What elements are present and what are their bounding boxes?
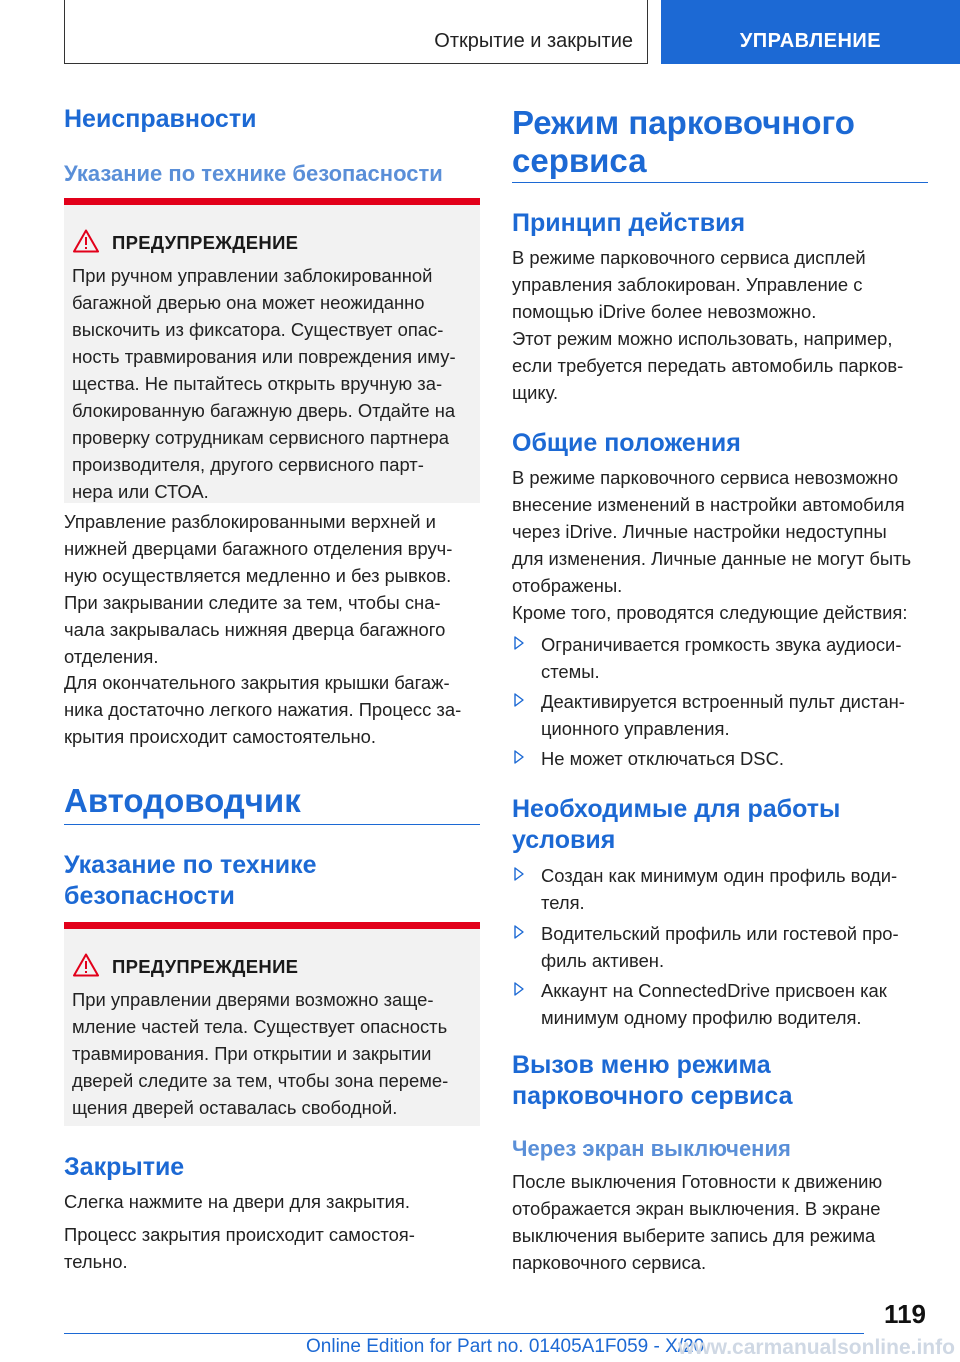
watermark: www.carmanualsonline.info xyxy=(678,1336,955,1359)
paragraph-final-closing: Для окончательного закрытия крышки багаж- ника достаточно легкого нажатия. Процесс за- крытия происходит самостоятельно. xyxy=(64,672,462,747)
heading-via-off-screen: Через экран выключения xyxy=(512,1136,791,1161)
bullet-triangle-icon xyxy=(514,867,524,881)
paragraph-closing-auto: Процесс закрытия происходит самостоя- тельно. xyxy=(64,1224,415,1272)
heading-principle: Принцип действия xyxy=(512,209,746,237)
heading-rule xyxy=(64,824,480,825)
paragraph-display-locked: В режиме парковочного сервиса дисплей управления заблокирован. Управление с помощью iDrive более невозможно. xyxy=(512,247,866,322)
warning-box-doors xyxy=(64,922,480,1126)
warning-title: ПРЕДУПРЕЖДЕНИЕ xyxy=(112,956,299,977)
footer-rule xyxy=(64,1333,864,1334)
warning-box-tailgate xyxy=(64,198,480,503)
header-chapter-tab xyxy=(661,0,960,64)
heading-closing: Закрытие xyxy=(64,1153,185,1181)
heading-safety-note: Указание по технике безопасности xyxy=(64,161,443,186)
bullet-triangle-icon xyxy=(514,925,524,939)
paragraph-actions-intro: Кроме того, проводятся следующие действия: xyxy=(512,602,908,623)
bullet-triangle-icon xyxy=(514,693,524,707)
heading-valet-mode: Режим парковочного сервиса xyxy=(512,104,855,179)
warning-title: ПРЕДУПРЕЖДЕНИЕ xyxy=(112,232,299,253)
heading-faults: Неисправности xyxy=(64,105,257,133)
heading-general: Общие положения xyxy=(512,429,741,457)
heading-safety-note-2: Указание по технике безопасности xyxy=(64,851,317,910)
bullet-triangle-icon xyxy=(514,750,524,764)
paragraph-press-doors: Слегка нажмите на двери для закрытия. xyxy=(64,1191,410,1212)
footer-edition: Online Edition for Part no. 01405A1F059 - X/20 xyxy=(306,1336,705,1357)
warning-text: При управлении дверями возможно заще- мление частей тела. Существует опасность травмирования. При открытии и закрытии дверей следите за тем, чтобы зона переме- щения дверей оставалась свободной. xyxy=(72,989,449,1118)
paragraph-unlocked-doors: Управление разблокированными верхней и нижней дверцами багажного отделения вруч- ную осуществляется медленно и без рывков. При закрывании следите за тем, чтобы сна- чала закрывалась нижняя дверца багажного отделения. xyxy=(64,511,453,667)
heading-call-menu: Вызов меню режима парковочного сервиса xyxy=(512,1051,793,1110)
warning-triangle-icon xyxy=(73,953,99,977)
heading-soft-close: Автодоводчик xyxy=(64,782,301,819)
paragraph-no-changes: В режиме парковочного сервиса невозможно внесение изменений в настройки автомобиля через iDrive. Личные настройки недоступны для изменения. Личные данные не могут быть отображены. xyxy=(512,467,912,596)
heading-requirements: Необходимые для работы условия xyxy=(512,795,841,854)
header-section-tab xyxy=(64,0,648,64)
bullet-triangle-icon xyxy=(514,636,524,650)
heading-rule xyxy=(512,182,928,183)
paragraph-off-screen: После выключения Готовности к движению отображается экран выключения. В экране выключения выберите запись для режима парковочного сервиса. xyxy=(512,1171,883,1273)
paragraph-usage: Этот режим можно использовать, например, если требуется передать автомобиль парков- щику. xyxy=(512,328,904,403)
header-chapter-title: УПРАВЛЕНИЕ xyxy=(739,30,882,52)
bullet-triangle-icon xyxy=(514,982,524,996)
header-section-title: Открытие и закрытие xyxy=(434,30,633,52)
warning-text: При ручном управлении заблокированной багажной дверью она может неожиданно выскочить из фиксатора. Существует опас- ность травмирования или повреждения иму- щества. Не пытайтесь открыть вручную за- блокированную багажную дверь. Отдайте на проверку сотрудникам сервисного партнера производителя, другого сервисного парт- нера или СТОА. xyxy=(72,265,456,502)
page-number: 119 xyxy=(884,1299,926,1329)
warning-triangle-icon xyxy=(73,229,99,253)
